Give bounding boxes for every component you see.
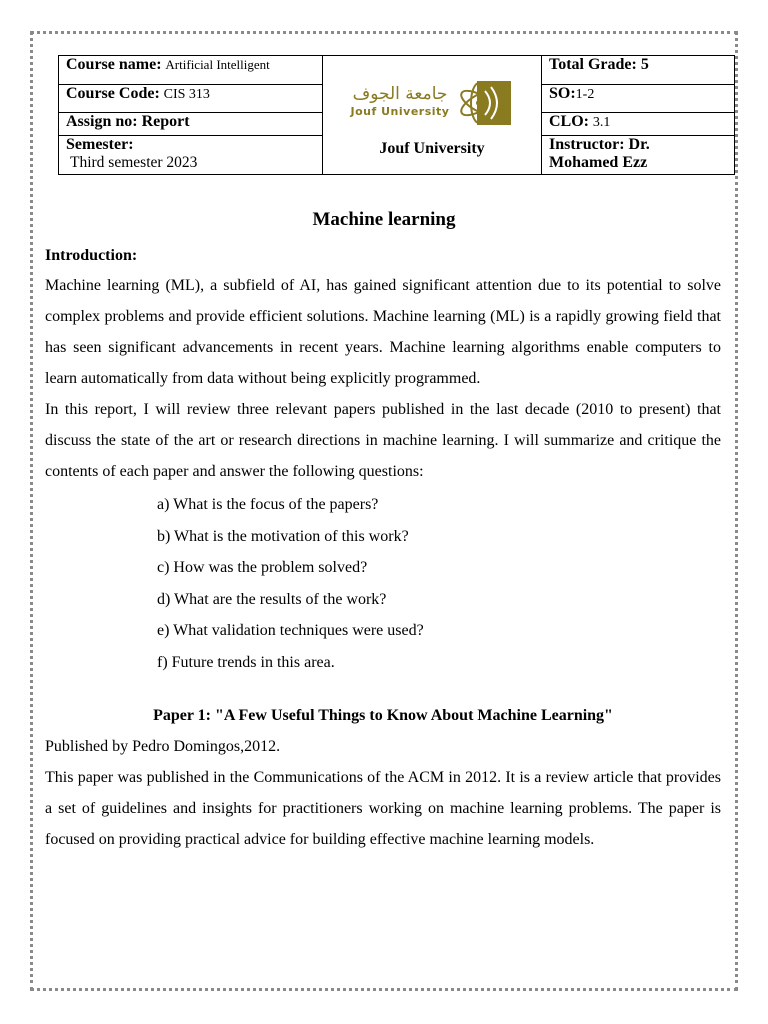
intro-paragraph-2: In this report, I will review three relevant papers published in the last decade (2010 to present) that discuss the state of the art or research directions in machine learning. I will summarize and critique the contents of each paper and answer the following questions: — [45, 401, 721, 480]
course-name-label: Course name: — [66, 56, 162, 73]
clo-label: CLO: — [549, 113, 589, 131]
instructor-line2: Mohamed Ezz — [549, 153, 648, 171]
semester-cell — [59, 135, 323, 174]
intro-heading: Introduction: — [45, 247, 138, 264]
university-name: Jouf University — [379, 140, 485, 157]
instructor-line1: Instructor: Dr. — [549, 135, 650, 153]
question-item: e) What validation techniques were used? — [157, 622, 424, 639]
course-header-table — [58, 55, 735, 175]
paper1-published: Published by Pedro Domingos,2012. — [45, 738, 281, 755]
document-title: Machine learning — [312, 209, 456, 230]
instructor-cell — [542, 135, 735, 174]
assign-label: Assign no: Report — [66, 113, 190, 131]
question-item: b) What is the motivation of this work? — [157, 527, 409, 545]
question-item: f) Future trends in this area. — [157, 653, 335, 671]
semester-label: Semester: — [66, 135, 134, 153]
question-item: d) What are the results of the work? — [157, 590, 387, 608]
so-cell — [542, 84, 735, 113]
university-cell — [323, 56, 542, 175]
so-label: SO: — [549, 84, 576, 102]
document-body — [45, 242, 721, 855]
question-list — [45, 489, 721, 678]
assign-cell — [59, 113, 323, 135]
course-code-label: Course Code: — [66, 84, 160, 102]
semester-value: Third semester 2023 — [70, 153, 198, 171]
course-name-cell — [59, 56, 323, 85]
university-logo — [323, 72, 541, 134]
course-code-value: CIS 313 — [163, 86, 210, 102]
clo-value: 3.1 — [592, 115, 611, 131]
question-item: c) How was the problem solved? — [157, 559, 368, 576]
question-item: a) What is the focus of the papers? — [157, 496, 379, 513]
logo-arabic-text: جامعة الجوف — [352, 84, 448, 104]
logo-english-text: Jouf University — [350, 105, 450, 118]
paper1-paragraph: This paper was published in the Communications of the ACM in 2012. It is a review article that provides a set of guidelines and insights for practitioners working on machine learning problems. The paper is focused on providing practical advice for building effective machine learning models. — [45, 769, 721, 848]
clo-cell — [542, 113, 735, 135]
intro-paragraph-1: Machine learning (ML), a subfield of AI, has gained significant attention due to its potential to solve complex problems and provide efficient solutions. Machine learning (ML) is a rapidly growing field that has seen significant advancements in recent years. Machine learning algorithms enable computers to learn automatically from data without being explicitly programmed. — [45, 277, 721, 387]
atom-emblem-icon — [455, 77, 513, 129]
paper1-title: Paper 1: "A Few Useful Things to Know About Machine Learning" — [153, 707, 613, 724]
total-grade: Total Grade: 5 — [549, 56, 649, 73]
so-value: 1-2 — [575, 86, 595, 102]
total-grade-cell — [542, 56, 735, 85]
course-code-cell — [59, 84, 323, 113]
course-name-value: Artificial Intelligent — [165, 57, 270, 72]
